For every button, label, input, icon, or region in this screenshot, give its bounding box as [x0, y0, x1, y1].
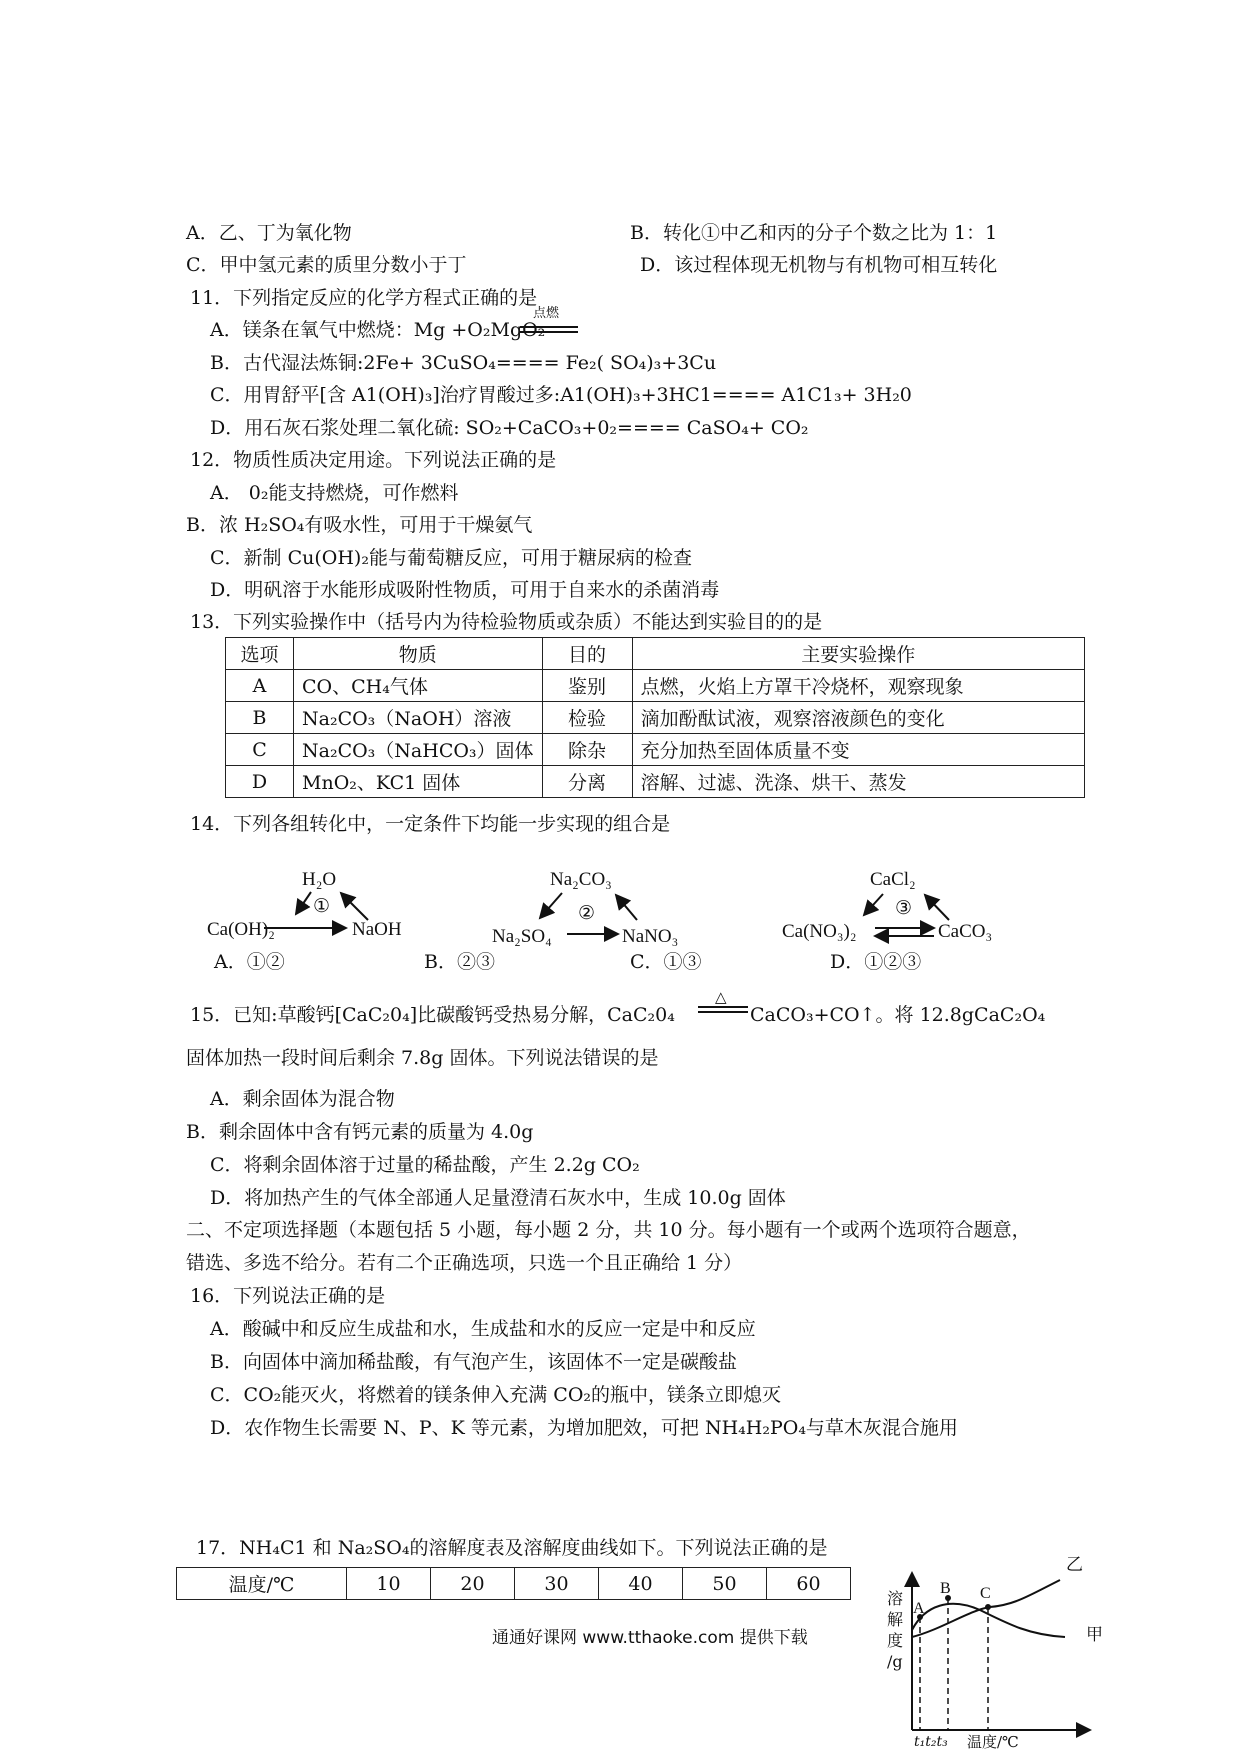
q11-option-a: A．镁条在氧气中燃烧：Mg +O₂MgO₂: [210, 319, 546, 341]
table-header-cell: 目的: [542, 638, 632, 670]
q15-line1: 15．已知:草酸钙[CaC₂0₄]比碳酸钙受热易分解，CaC₂0₄: [190, 1004, 675, 1026]
q15-line1b: CaCO₃+CO↑。将 12.8gCaC₂O₄: [750, 1004, 1046, 1026]
d2-left: Na₂SO₄: [492, 926, 552, 947]
q11-option-b: B．古代湿法炼铜:2Fe+ 3CuSO₄==== Fe₂( SO₄)₃+3Cu: [210, 352, 717, 374]
table-cell: 充分加热至固体质量不变: [632, 734, 1084, 766]
q15-option-d: D．将加热产生的气体全部通人足量澄清石灰水中，生成 10.0g 固体: [210, 1187, 786, 1209]
table-cell: 除杂: [542, 734, 632, 766]
d2-num: ②: [578, 902, 596, 924]
q12-option-d: D．明矾溶于水能形成吸附性物质，可用于自来水的杀菌消毒: [210, 579, 720, 601]
table-cell: MnO₂、KC1 固体: [294, 766, 543, 798]
q16-option-c: C．CO₂能灭火，将燃着的镁条伸入充满 CO₂的瓶中，镁条立即熄灭: [210, 1384, 782, 1406]
q11-stem: 11．下列指定反应的化学方程式正确的是: [190, 287, 538, 309]
table-cell: 鉴别: [542, 670, 632, 702]
graph-y-label-2: 解: [887, 1610, 904, 1629]
q11-option-d: D．用石灰石浆处理二氧化硫: SO₂+CaCO₃+0₂==== CaSO₄+ CO₂: [210, 417, 809, 439]
d3-top: CaCl₂: [870, 869, 916, 890]
q11-option-c: C．用胃舒平[含 A1(OH)₃]治疗胃酸过多:A1(OH)₃+3HC1==== A1C1₃+ 3H₂0: [210, 384, 912, 406]
table-cell: 50: [683, 1568, 767, 1600]
q16-option-a: A．酸碱中和反应生成盐和水，生成盐和水的反应一定是中和反应: [210, 1318, 756, 1340]
q14-option-c: C．①③: [630, 951, 702, 973]
table-header-cell: 主要实验操作: [632, 638, 1084, 670]
q15-heat-symbol: △: [715, 988, 727, 1006]
d2-top: Na₂CO₃: [550, 869, 612, 890]
table-cell: 40: [599, 1568, 683, 1600]
q12-option-c: C．新制 Cu(OH)₂能与葡萄糖反应，可用于糖尿病的检查: [210, 547, 692, 569]
table-cell: D: [226, 766, 294, 798]
q14-option-a: A．①②: [214, 951, 285, 973]
d3-num: ③: [895, 897, 913, 919]
graph-point-c-label: C: [980, 1585, 991, 1602]
graph-x-label: 温度/℃: [967, 1733, 1019, 1751]
q15-option-b: B．剩余固体中含有钙元素的质量为 4.0g: [186, 1121, 534, 1143]
q15-line2: 固体加热一段时间后剩余 7.8g 固体。下列说法错误的是: [186, 1047, 659, 1069]
table-cell: 10: [347, 1568, 431, 1600]
table-cell: C: [226, 734, 294, 766]
table-row: [177, 1568, 851, 1600]
q17-solubility-table: [176, 1567, 851, 1600]
table-cell: CO、CH₄气体: [294, 670, 543, 702]
table-cell: 60: [767, 1568, 851, 1600]
q10-option-b: B．转化①中乙和丙的分子个数之比为 1：1: [630, 222, 998, 244]
d1-top: H₂O: [302, 869, 337, 890]
q12-option-a: A． 0₂能支持燃烧，可作燃料: [210, 482, 459, 504]
q12-option-b: B．浓 H₂SO₄有吸水性，可用于干燥氨气: [186, 514, 533, 536]
d1-left: Ca(OH)₂: [207, 919, 275, 940]
table-cell: 分离: [542, 766, 632, 798]
table-header-cell: 物质: [294, 638, 543, 670]
q14-stem: 14．下列各组转化中，一定条件下均能一步实现的组合是: [190, 813, 671, 835]
d2-right: NaNO₃: [622, 926, 679, 947]
section2-line2: 错选、多选不给分。若有二个正确选项，只选一个且正确给 1 分）: [186, 1252, 743, 1274]
table-cell: 点燃，火焰上方罩干冷烧杯，观察现象: [632, 670, 1084, 702]
graph-point-b-label: B: [940, 1580, 951, 1597]
q17-stem: 17．NH₄C1 和 Na₂SO₄的溶解度表及溶解度曲线如下。下列说法正确的是: [196, 1537, 828, 1559]
graph-y-label-4: /g: [887, 1652, 903, 1671]
d1-right: NaOH: [352, 919, 402, 940]
d3-left: Ca(NO₃)₂: [782, 921, 857, 942]
q14-option-b: B．②③: [424, 951, 495, 973]
table-header-cell: 选项: [226, 638, 294, 670]
q16-option-d: D．农作物生长需要 N、P、K 等元素，为增加肥效，可把 NH₄H₂PO₄与草木灰混合施用: [210, 1417, 958, 1439]
q15-option-a: A．剩余固体为混合物: [210, 1088, 395, 1110]
q10-option-c: C．甲中氢元素的质里分数小于丁: [186, 254, 467, 276]
graph-t-labels: t₁t₂t₃: [914, 1734, 948, 1750]
table-cell: 温度/℃: [177, 1568, 347, 1600]
table-cell: 滴加酚酞试液，观察溶液颜色的变化: [632, 702, 1084, 734]
q10-option-a: A．乙、丁为氧化物: [186, 222, 352, 244]
graph-y-label-3: 度: [887, 1631, 904, 1650]
q12-stem: 12．物质性质决定用途。下列说法正确的是: [190, 449, 557, 471]
table-cell: 溶解、过滤、洗涤、烘干、蒸发: [632, 766, 1084, 798]
table-cell: 20: [431, 1568, 515, 1600]
table-cell: B: [226, 702, 294, 734]
q16-stem: 16．下列说法正确的是: [190, 1285, 386, 1307]
table-cell: 30: [515, 1568, 599, 1600]
d3-right: CaCO₃: [938, 921, 993, 942]
graph-curve-yi-label: 乙: [1066, 1555, 1083, 1575]
section2-line1: 二、不定项选择题（本题包括 5 小题，每小题 2 分，共 10 分。每小题有一个或两个选项符合题意，: [186, 1219, 1031, 1241]
q16-option-b: B．向固体中滴加稀盐酸，有气泡产生，该固体不一定是碳酸盐: [210, 1351, 737, 1373]
graph-point-a-label: A: [913, 1600, 925, 1617]
q14-option-d: D．①②③: [830, 951, 922, 973]
table-cell: Na₂CO₃（NaOH）溶液: [294, 702, 543, 734]
table-cell: 检验: [542, 702, 632, 734]
q13-stem: 13．下列实验操作中（括号内为待检验物质或杂质）不能达到实验目的的是: [190, 611, 823, 633]
graph-y-label-1: 溶: [887, 1589, 904, 1608]
q10-option-d: D．该过程体现无机物与有机物可相互转化: [640, 254, 998, 276]
q15-option-c: C．将剩余固体溶于过量的稀盐酸，产生 2.2g CO₂: [210, 1154, 640, 1176]
q11-a-condition: 点燃: [533, 306, 560, 321]
table-cell: Na₂CO₃（NaHCO₃）固体: [294, 734, 543, 766]
table-cell: A: [226, 670, 294, 702]
footer-source: 通通好课网 www.tthaoke.com 提供下载: [492, 1628, 808, 1648]
d1-num: ①: [313, 895, 331, 917]
q15-equals-sign: [698, 1006, 748, 1013]
graph-curve-jia-label: 甲: [1086, 1625, 1103, 1645]
